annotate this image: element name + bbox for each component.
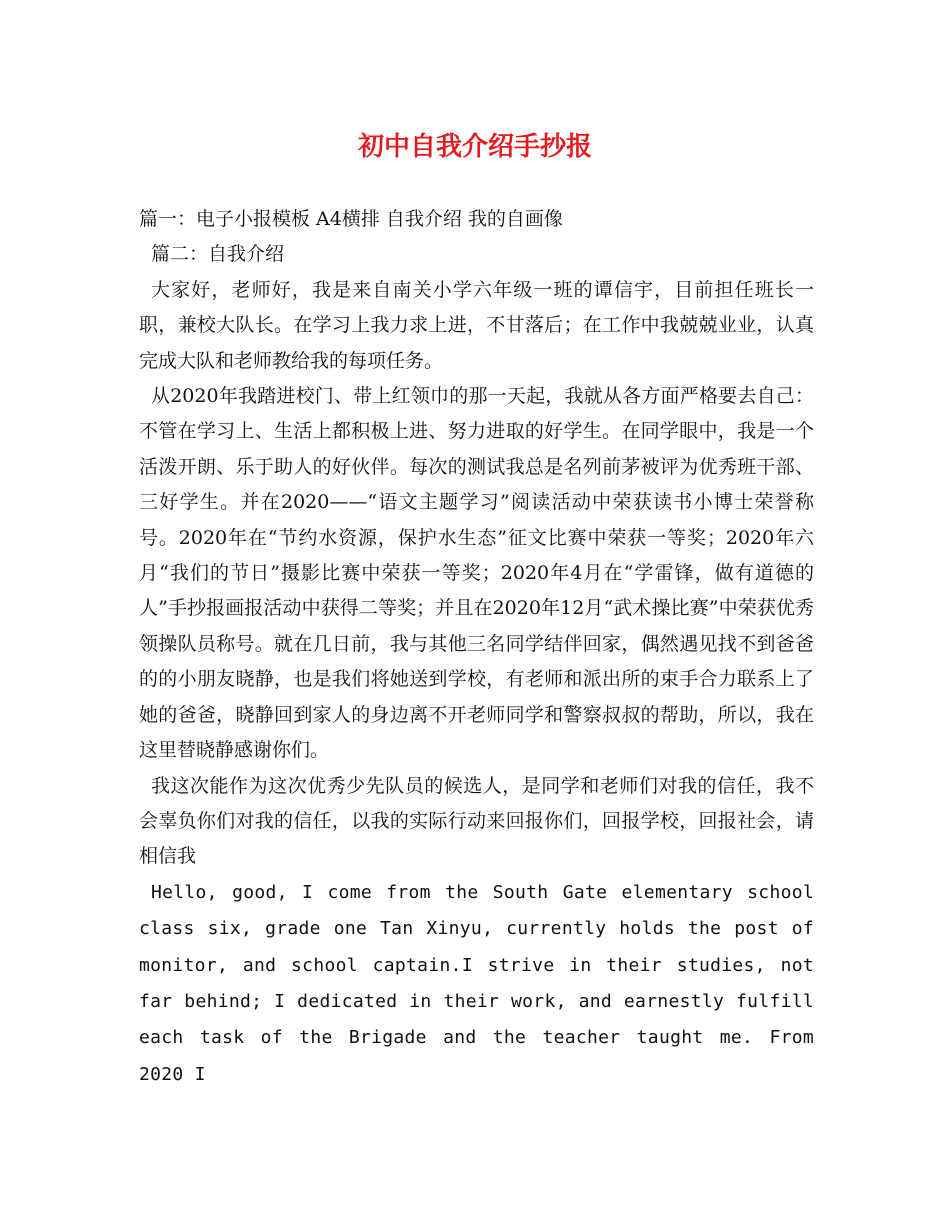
paragraph-introduction: 大家好，老师好，我是来自南关小学六年级一班的谭信宇，目前担任班长一职，兼校大队长。在学习上我力求上进，不甘落后；在工作中我兢兢业业，认真完成大队和老师教给我的每项任务。 (139, 278, 814, 372)
paragraph-candidacy: 我这次能作为这次优秀少先队员的候选人，是同学和老师们对我的信任，我不会辜负你们对我的信任，以我的实际行动来回报你们，回报学校，回报社会，请相信我 (139, 774, 814, 868)
heading-part-one: 篇一：电子小报模板 A4横排 自我介绍 我的自画像 (139, 208, 563, 230)
heading-part-two: 篇二：自我介绍 (151, 243, 285, 266)
page-title: 初中自我介绍手抄报 (357, 132, 592, 162)
paragraph-english: Hello, good, I come from the South Gate elementary school class six, grade one Tan Xinyu, currently holds the post of monitor, and school captain.I strive in their studies, not far behind; I dedicated in their work, and earnestly fulfill each task of the Brigade and the teacher taught me. From 2020 I (139, 881, 814, 1085)
paragraph-achievements: 从2020年我踏进校门、带上红领巾的那一天起，我就从各方面严格要去自己：不管在学习上、生活上都积极上进、努力进取的好学生。在同学眼中，我是一个活泼开朗、乐于助人的好伙伴。每次的测试我总是名列前茅被评为优秀班干部、三好学生。并在2020——“语文主题学习”阅读活动中荣获读书小博士荣誉称号。2020年在“节约水资源，保护水生态”征文比赛中荣获一等奖；2020年六月“我们的节日”摄影比赛中荣获一等奖；2020年4月在“学雷锋，做有道德的人”手抄报画报活动中获得二等奖；并且在2020年12月“武术操比赛”中荣获优秀领操队员称号。就在几日前，我与其他三名同学结伴回家，偶然遇见找不到爸爸的的小朋友晓静，也是我们将她送到学校，有老师和派出所的束手合力联系上了她的爸爸，晓静回到家人的身边离不开老师同学和警察叔叔的帮助，所以，我在这里替晓静感谢你们。 (139, 385, 814, 762)
document-body (139, 202, 814, 1093)
